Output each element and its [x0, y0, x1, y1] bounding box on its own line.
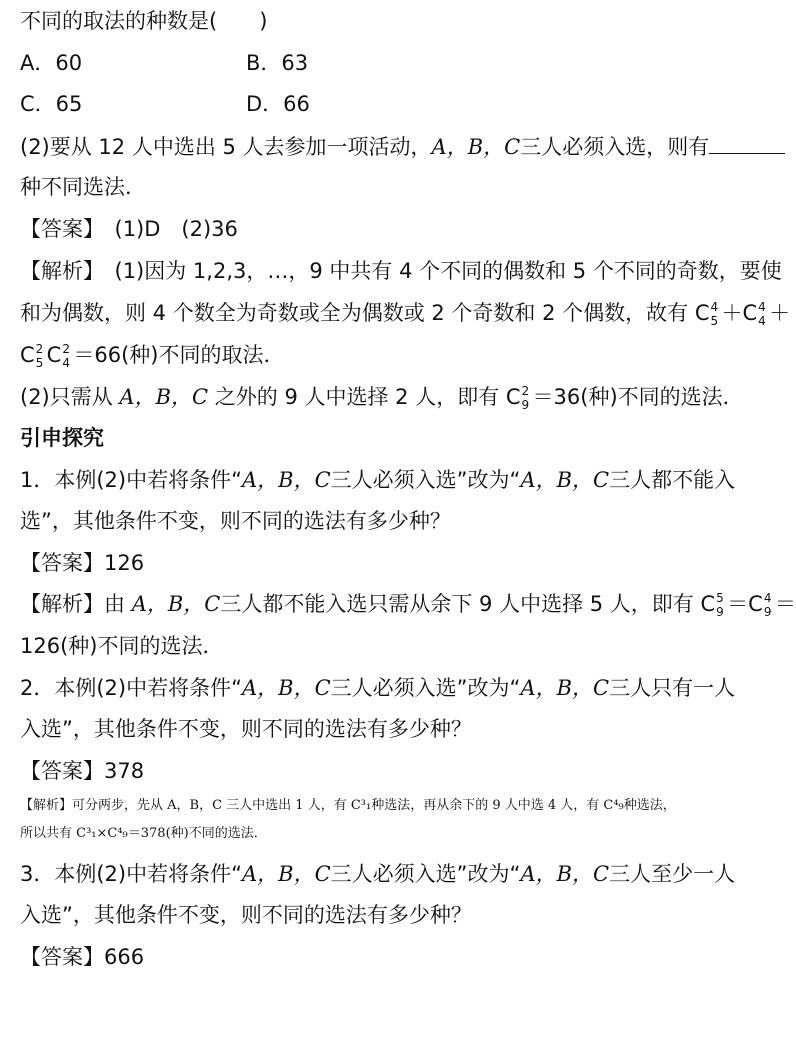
ext-1-analysis-line2: 126(种)不同的选法． [20, 634, 224, 658]
analysis-1-names: A，B，C [119, 385, 209, 409]
option-d: D．66 [246, 92, 310, 116]
ext-3-line1: 3．本例(2)中若将条件“A，B，C三人必须入选”改为“A，B，C三人至少一人 [20, 862, 736, 886]
ext-1-line2: 选”，其他条件不变，则不同的选法有多少种？ [20, 509, 451, 533]
ext-2-line2: 入选”，其他条件不变，则不同的选法有多少种？ [20, 717, 472, 741]
analysis-1-line3-text: ＝66(种)不同的取法． [73, 343, 285, 367]
question-2-line1 [20, 131, 779, 162]
combination-c44: C 4 4 [742, 300, 766, 328]
combination-c92: C 2 9 [505, 384, 530, 412]
ext-2-analysis-line1: 【解析】可分两步，先从 A，B，C 三人中选出 1 人，有 C³₁种选法，再从余下的 9 人中选 4 人，有 C⁴₉种选法， [20, 798, 676, 813]
ext-1-line1: 1．本例(2)中若将条件“A，B，C三人必须入选”改为“A，B，C三人都不能入 [20, 468, 736, 492]
question-2-names: A，B，C [431, 135, 521, 159]
question-2-suffix: 三人必须入选，则有 [520, 135, 710, 159]
analysis-1-line2-text: 和为偶数，则 4 个数全为奇数或全为偶数或 2 个奇数和 2 个偶数，故有 [20, 301, 695, 325]
answer-1-text: (1)D (2)36 [93, 217, 238, 241]
option-c: C．65 [20, 92, 83, 116]
question-2-prefix: (2)要从 12 人中选出 5 人去参加一项活动， [20, 135, 432, 159]
combination-c95: C 5 9 [700, 591, 724, 619]
analysis-1-line1 [20, 256, 782, 286]
combination-c54: C 4 5 [694, 300, 719, 328]
ext-1-analysis-line1: 【解析】由 A，B，C三人都不能入选只需从余下 9 人中选择 5 人，即有 C 5 9 ＝C 4 9 ＝ [20, 591, 796, 619]
answer-blank [709, 131, 785, 154]
ext-1-answer: 【答案】126 [20, 551, 145, 575]
combination-c94: C 4 9 [748, 591, 772, 619]
analysis-1-line4: (2)只需从 A，B，C 之外的 9 人中选择 2 人，即有 C 2 9 ＝36(种)不同的选法． [20, 384, 744, 412]
combination-c42: C 2 4 [46, 342, 70, 370]
analysis-1-text: (1)因为 1,2,3，…，9 中共有 4 个不同的偶数和 5 个不同的奇数，要使 [93, 259, 782, 283]
section-title: 引申探究 [20, 426, 104, 450]
ext-2-line1: 2．本例(2)中若将条件“A，B，C三人必须入选”改为“A，B，C三人只有一人 [20, 676, 736, 700]
ext-2-analysis-line2: 所以共有 C³₁×C⁴₉＝378(种)不同的选法． [20, 826, 267, 841]
analysis-1-line3 [20, 340, 779, 370]
ext-3-answer: 【答案】666 [20, 945, 145, 969]
question-2-line2: 种不同选法． [20, 175, 146, 199]
answer-1 [20, 214, 779, 244]
ext-2-answer: 【答案】378 [20, 759, 145, 783]
analysis-1-line2: 和为偶数，则 4 个数全为奇数或全为偶数或 2 个奇数和 2 个偶数，故有 C 4 5 ＋C 4 4 ＋ [20, 300, 791, 328]
ext-3-line2: 入选”，其他条件不变，则不同的选法有多少种？ [20, 903, 472, 927]
option-a: A．60 [20, 51, 83, 75]
option-b: B．63 [246, 51, 309, 75]
answer-1-label: 【答案】 [20, 217, 94, 241]
combination-c52: C 2 5 [20, 342, 44, 370]
analysis-1-label: 【解析】 [20, 259, 94, 283]
question-intro-tail: 不同的取法的种数是( ) [20, 9, 268, 33]
